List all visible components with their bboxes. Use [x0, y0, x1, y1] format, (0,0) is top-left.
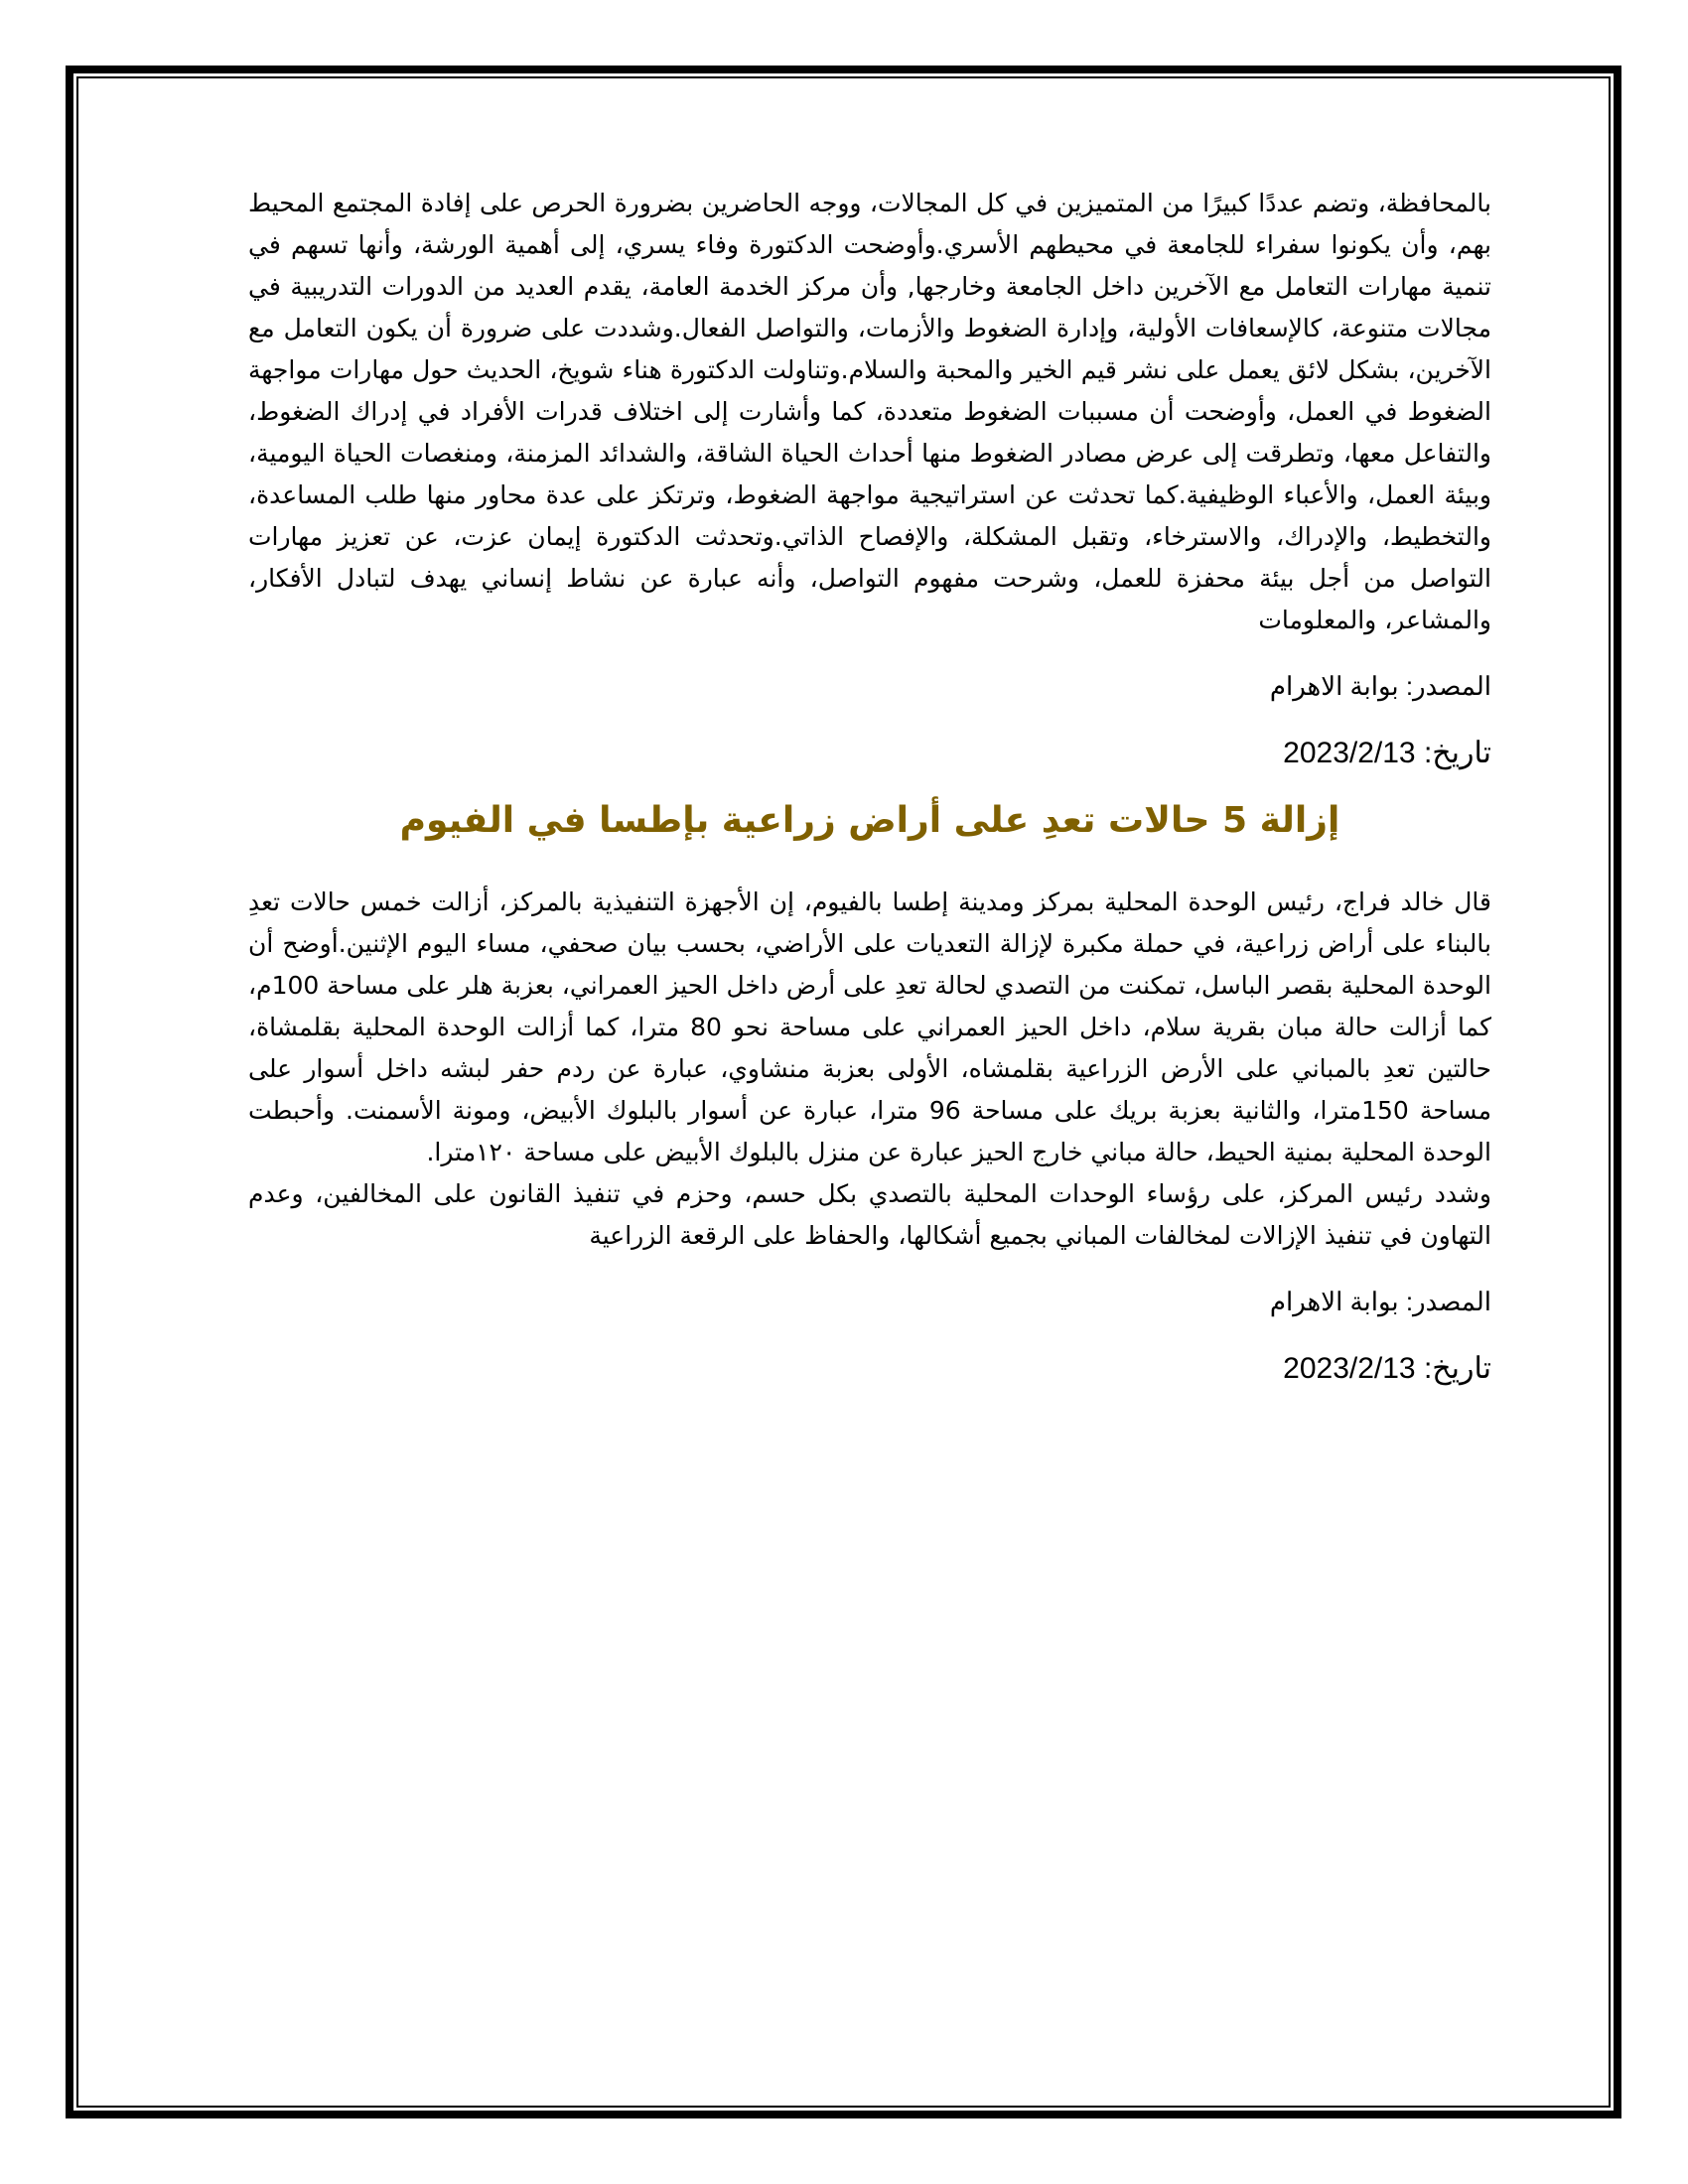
article-2-source: المصدر: بوابة الاهرام: [1269, 1287, 1491, 1316]
article-1-date: تاريخ: 2023/2/13: [1283, 737, 1491, 769]
article-1: [248, 183, 1491, 770]
article-2-paragraph-2: وشدد رئيس المركز، على رؤساء الوحدات المحلية بالتصدي بكل حسم، وحزم في تنفيذ القانون على المخالفين، وعدم التهاون في تنفيذ الإزالات لمخالفات المباني بجميع أشكالها، والحفاظ على الرقعة الزراعية: [248, 1179, 1491, 1250]
document-content: [248, 183, 1491, 1386]
article-2-headline: إزالة 5 حالات تعدِ على أراض زراعية بإطسا في الفيوم: [399, 800, 1340, 841]
article-1-source: المصدر: بوابة الاهرام: [1269, 671, 1491, 701]
article-2-date: تاريخ: 2023/2/13: [1283, 1352, 1491, 1385]
article-2-paragraph: قال خالد فراج، رئيس الوحدة المحلية بمركز ومدينة إطسا بالفيوم، إن الأجهزة التنفيذية بالمركز، أزالت خمس حالات تعدِ بالبناء على أراض زراعية، في حملة مكبرة لإزالة التعديات على الأراضي، بحسب بيان صحفي، مساء اليوم الإثنين.أوضح أن الوحدة المحلية بقصر الباسل، تمكنت من التصدي لحالة تعدِ على أرض داخل الحيز العمراني، بعزبة هلر على مساحة 100م، كما أزالت حالة مبان بقرية سلام، داخل الحيز العمراني على مساحة نحو 80 مترا، كما أزالت الوحدة المحلية بقلمشاة، حالتين تعدِ بالمباني على الأرض الزراعية بقلمشاه، الأولى بعزبة منشاوي، عبارة عن ردم حفر لبشه داخل أسوار على مساحة 150مترا، والثانية بعزبة بريك على مساحة 96 مترا، عبارة عن أسوار بالبلوك الأبيض، ومونة الأسمنت. وأحبطت الوحدة المحلية بمنية الحيط، حالة مباني خارج الحيز عبارة عن منزل بالبلوك الأبيض على مساحة ١٢٠مترا.: [248, 887, 1491, 1166]
article-2: [248, 796, 1491, 1386]
article-1-paragraph: بالمحافظة، وتضم عددًا كبيرًا من المتميزين في كل المجالات، ووجه الحاضرين بضرورة الحرص على إفادة المجتمع المحيط بهم، وأن يكونوا سفراء للجامعة في محيطهم الأسري.وأوضحت الدكتورة وفاء يسري، إلى أهمية الورشة، وأنها تسهم في تنمية مهارات التعامل مع الآخرين داخل الجامعة وخارجها, وأن مركز الخدمة العامة، يقدم العديد من الدورات التدريبية في مجالات متنوعة، كالإسعافات الأولية، وإدارة الضغوط والأزمات، والتواصل الفعال.وشددت على ضرورة أن يكون التعامل مع الآخرين، بشكل لائق يعمل على نشر قيم الخير والمحبة والسلام.وتناولت الدكتورة هناء شويخ، الحديث حول مهارات مواجهة الضغوط في العمل، وأوضحت أن مسببات الضغوط متعددة، كما وأشارت إلى اختلاف قدرات الأفراد في إدراك الضغوط، والتفاعل معها، وتطرقت إلى عرض مصادر الضغوط منها أحداث الحياة الشاقة، والشدائد المزمنة، ومنغصات الحياة اليومية، وبيئة العمل، والأعباء الوظيفية.كما تحدثت عن استراتيجية مواجهة الضغوط، وترتكز على عدة محاور منها طلب المساعدة، والتخطيط، والإدراك، والاسترخاء، وتقبل المشكلة، والإفصاح الذاتي.وتحدثت الدكتورة إيمان عزت، عن تعزيز مهارات التواصل من أجل بيئة محفزة للعمل، وشرحت مفهوم التواصل، وأنه عبارة عن نشاط إنساني يهدف لتبادل الأفكار، والمشاعر، والمعلومات: [248, 189, 1491, 634]
